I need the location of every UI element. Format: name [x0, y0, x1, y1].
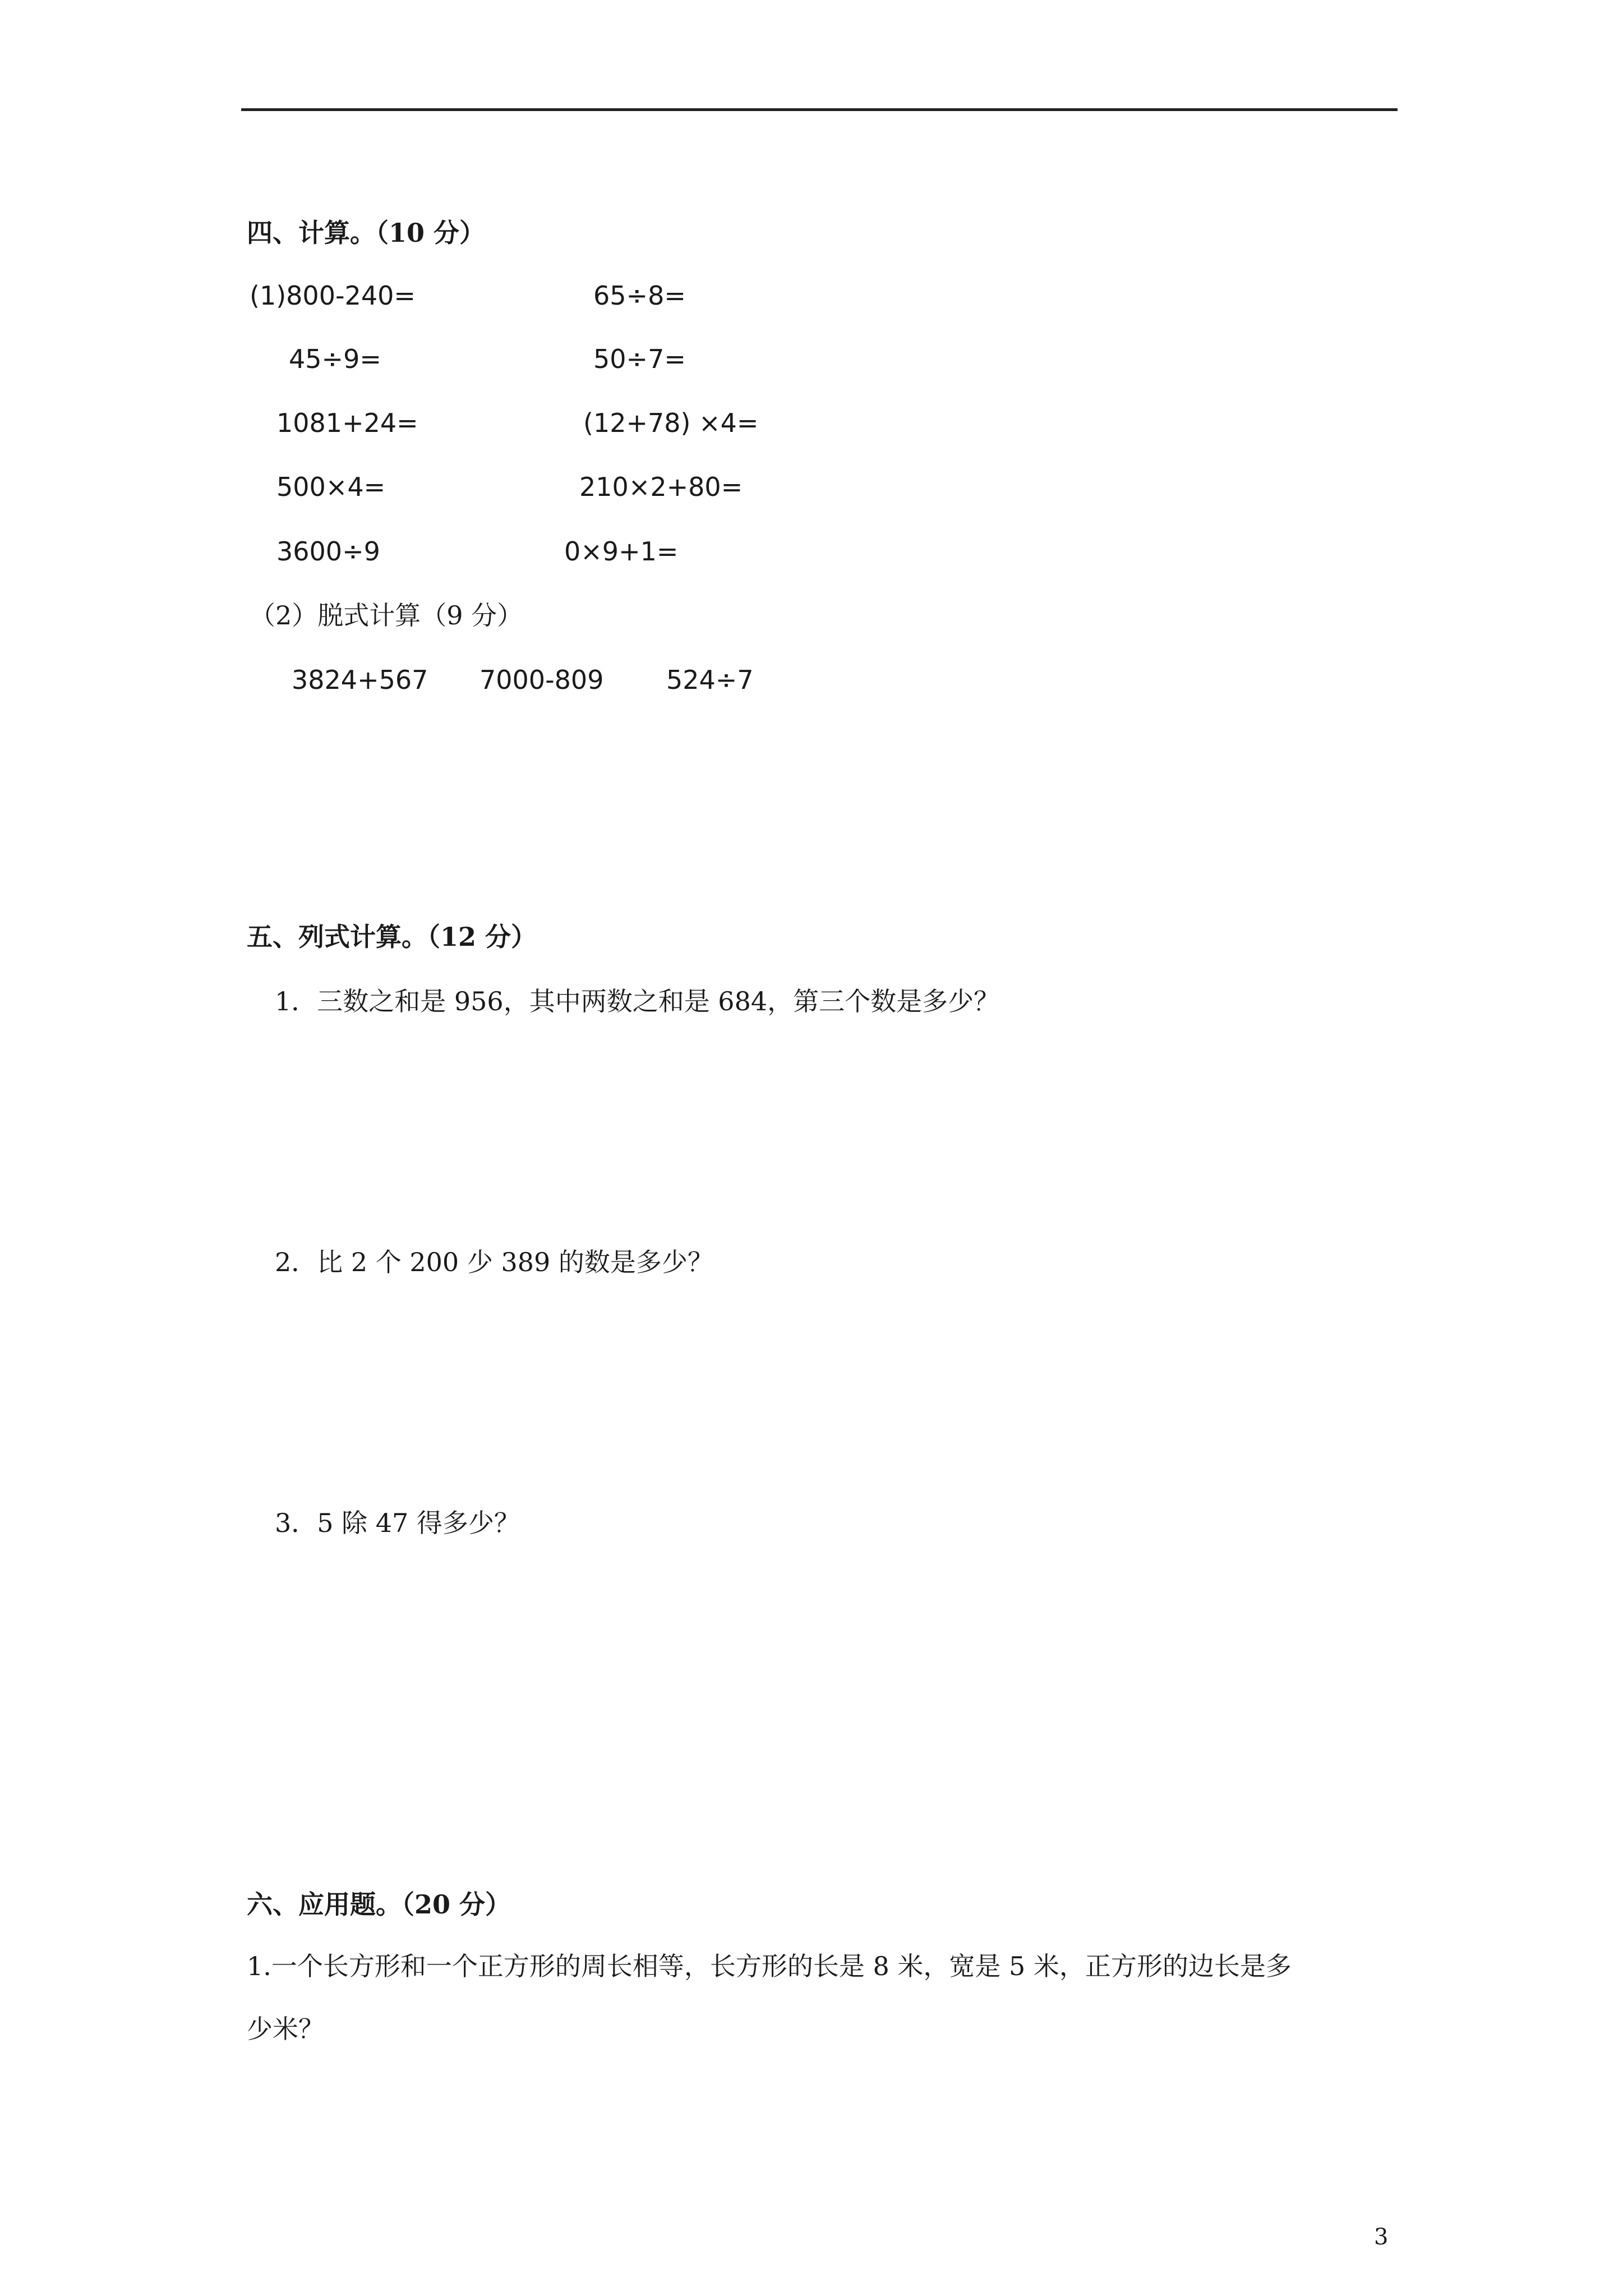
- calc-item: (1)800-240=: [250, 280, 416, 311]
- page-number: 3: [1374, 2224, 1389, 2250]
- question-1: 1．三数之和是 956，其中两数之和是 684，第三个数是多少？: [275, 986, 1000, 1016]
- calc-item: (12+78) ×4=: [583, 408, 759, 438]
- calc-item: 524÷7: [666, 665, 754, 695]
- calc-item: 3600÷9: [276, 536, 380, 567]
- calc-item: 210×2+80=: [579, 472, 743, 502]
- application-question-line2: 少米？: [247, 2014, 324, 2044]
- application-question-line1: 1.一个长方形和一个正方形的周长相等，长方形的长是 8 米，宽是 5 米，正方形的边长是多: [247, 1951, 1292, 1981]
- calc-item: 7000-809: [479, 665, 604, 695]
- section4-part2-title: （2）脱式计算（9 分）: [250, 600, 523, 631]
- calc-item: 50÷7=: [593, 344, 686, 374]
- header-rule: [241, 108, 1398, 111]
- calc-item: 65÷8=: [593, 280, 686, 311]
- calc-item: 1081+24=: [276, 408, 418, 438]
- calc-item: 500×4=: [276, 472, 386, 502]
- section4-title: 四、计算。（10 分）: [247, 218, 486, 248]
- calc-item: 3824+567: [292, 665, 428, 695]
- section6-title: 六、应用题。（20 分）: [247, 1889, 511, 1920]
- calc-item: 0×9+1=: [564, 536, 679, 567]
- question-2: 2．比 2 个 200 少 389 的数是多少？: [275, 1247, 713, 1277]
- section5-title: 五、列式计算。（12 分）: [247, 922, 537, 952]
- calc-item: 45÷9=: [289, 344, 381, 374]
- question-3: 3．5 除 47 得多少？: [275, 1508, 520, 1538]
